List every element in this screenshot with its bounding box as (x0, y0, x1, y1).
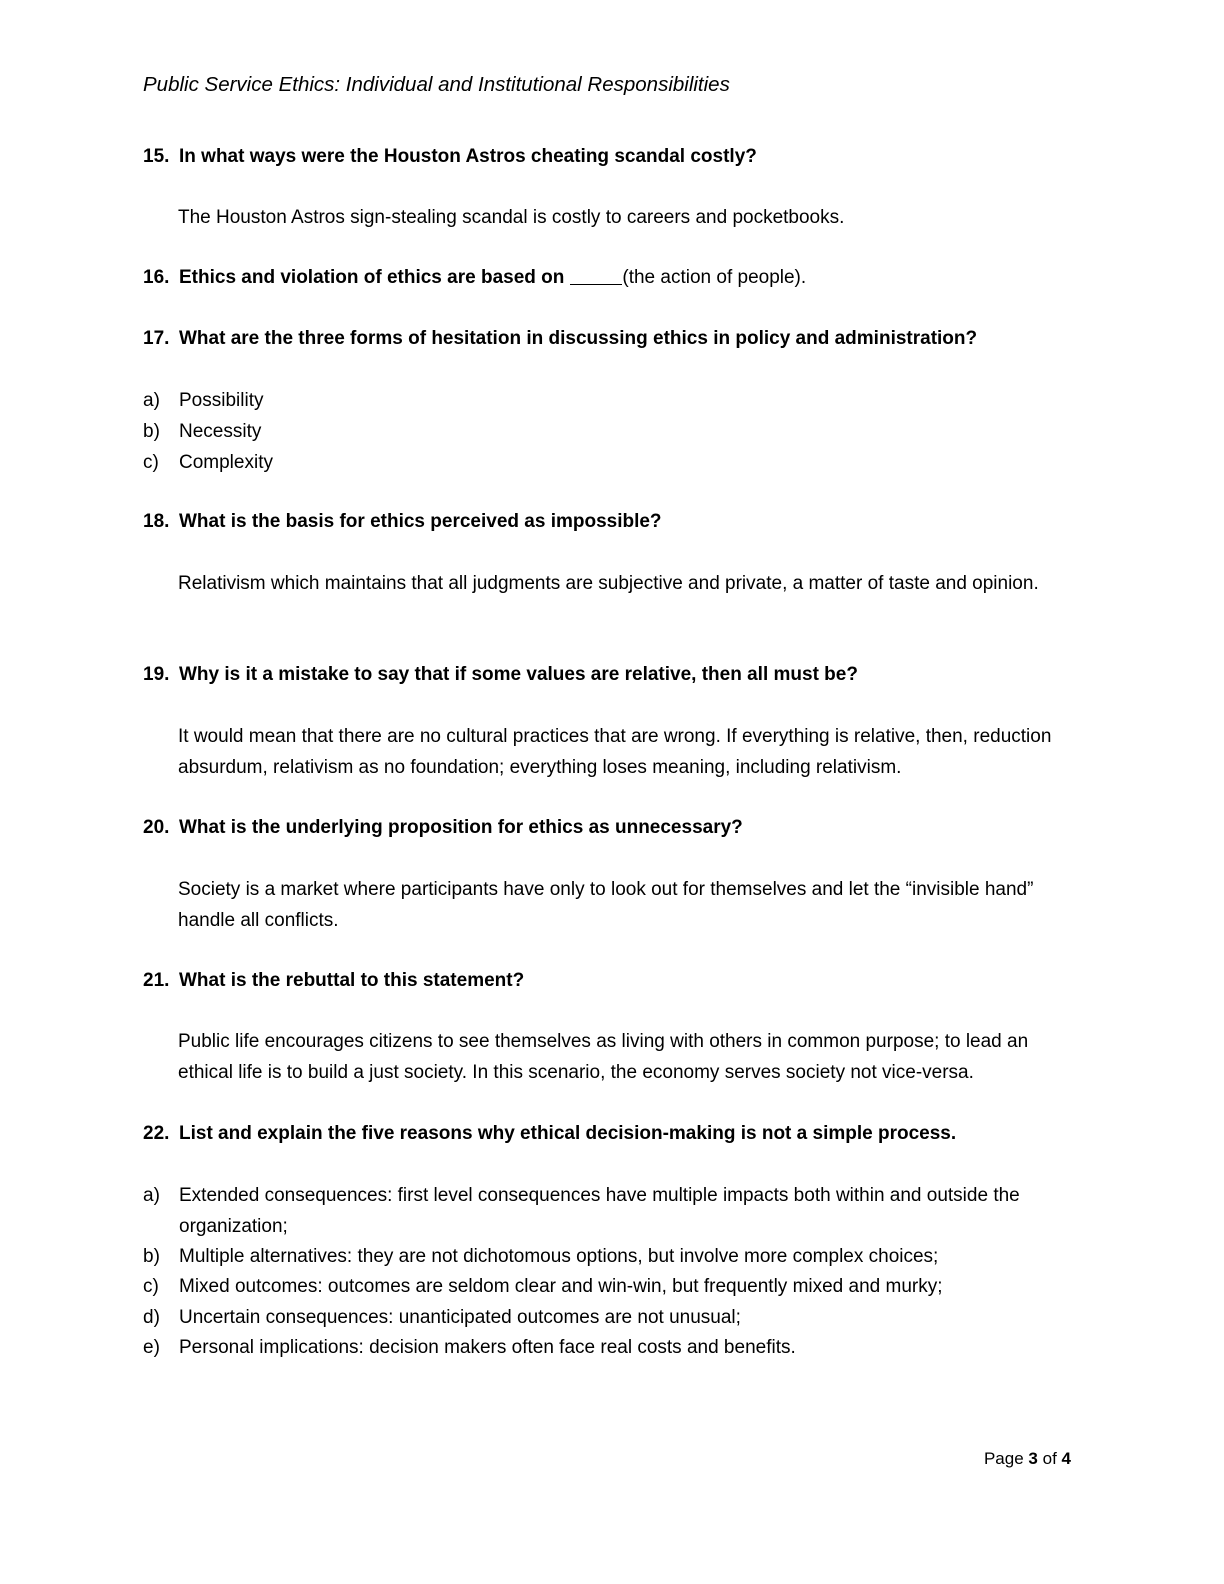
list-item-text: Personal implications: decision makers often face real costs and benefits. (179, 1337, 796, 1358)
list-marker: c) (143, 452, 159, 473)
page-header-title: Public Service Ethics: Individual and Institutional Responsibilities (143, 73, 730, 96)
list-marker: b) (143, 421, 160, 442)
question-text: Ethics and violation of ethics are based on (179, 267, 565, 288)
answer-20: Society is a market where participants have only to look out for themselves and let the “invisible hand” handle all conflicts. (178, 879, 1034, 931)
question-19 (143, 664, 1084, 686)
current-page: 3 (1028, 1449, 1038, 1468)
page-number (984, 1449, 1071, 1469)
list-item-text: Multiple alternatives: they are not dichotomous options, but involve more complex choices; (179, 1246, 939, 1267)
list-marker: a) (143, 1185, 160, 1206)
list-item (143, 1180, 1084, 1242)
question-text: What is the rebuttal to this statement? (179, 970, 525, 991)
fill-in-blank (570, 263, 622, 285)
question-text: What is the underlying proposition for ethics as unnecessary? (179, 817, 743, 838)
question-21 (143, 970, 1084, 992)
answer-21: Public life encourages citizens to see themselves as living with others in common purpose; to lead an ethical life is to build a just society. In this scenario, the economy serves society not vice-versa. (178, 1031, 1029, 1083)
list-item (143, 1332, 1084, 1363)
list-item-text: Mixed outcomes: outcomes are seldom clear and win-win, but frequently mixed and murky; (179, 1276, 943, 1297)
question-number: 20. (143, 817, 170, 838)
list-item (143, 385, 1084, 416)
list-marker: a) (143, 390, 160, 411)
question-number: 22. (143, 1123, 170, 1144)
answer-19: It would mean that there are no cultural practices that are wrong. If everything is relative, then, reduction absurdum, relativism as no foundation; everything loses meaning, including relativism. (178, 726, 1052, 778)
list-item-text: Possibility (179, 390, 264, 411)
list-item-text: Uncertain consequences: unanticipated outcomes are not unusual; (179, 1307, 741, 1328)
question-text: Why is it a mistake to say that if some values are relative, then all must be? (179, 664, 858, 685)
of-label: of (1042, 1449, 1057, 1468)
blank-answer: (the action of people). (622, 267, 807, 288)
question-16 (143, 267, 1084, 289)
question-number: 19. (143, 664, 170, 685)
question-number: 16. (143, 267, 170, 288)
question-number: 15. (143, 146, 170, 167)
question-text: What is the basis for ethics perceived as impossible? (179, 511, 662, 532)
list-item (143, 1241, 1084, 1272)
list-item (143, 416, 1084, 447)
list-item (143, 1302, 1084, 1333)
list-marker: b) (143, 1246, 160, 1267)
question-text: List and explain the five reasons why ethical decision-making is not a simple process. (179, 1123, 957, 1144)
question-15 (143, 146, 1084, 168)
question-22 (143, 1123, 1084, 1145)
question-text: In what ways were the Houston Astros cheating scandal costly? (179, 146, 757, 167)
page-label: Page (983, 1449, 1024, 1468)
total-pages: 4 (1061, 1449, 1071, 1468)
list-marker: c) (143, 1276, 159, 1297)
question-text: What are the three forms of hesitation in discussing ethics in policy and administration? (179, 328, 978, 349)
question-20 (143, 817, 1084, 839)
list-item (143, 1271, 1084, 1302)
question-number: 18. (143, 511, 170, 532)
question-number: 17. (143, 328, 170, 349)
question-17 (143, 328, 1084, 350)
list-item-text: Complexity (179, 452, 273, 473)
list-item-text: Necessity (179, 421, 262, 442)
list-item (143, 447, 1084, 478)
answer-15: The Houston Astros sign-stealing scandal is costly to careers and pocketbooks. (178, 207, 845, 228)
list-marker: d) (143, 1307, 160, 1328)
list-item-text: Extended consequences: first level consequences have multiple impacts both within and outside the organization; (179, 1185, 1020, 1237)
answer-18: Relativism which maintains that all judgments are subjective and private, a matter of taste and opinion. (178, 573, 1039, 594)
question-number: 21. (143, 970, 170, 991)
question-18 (143, 511, 1084, 533)
list-marker: e) (143, 1337, 160, 1358)
